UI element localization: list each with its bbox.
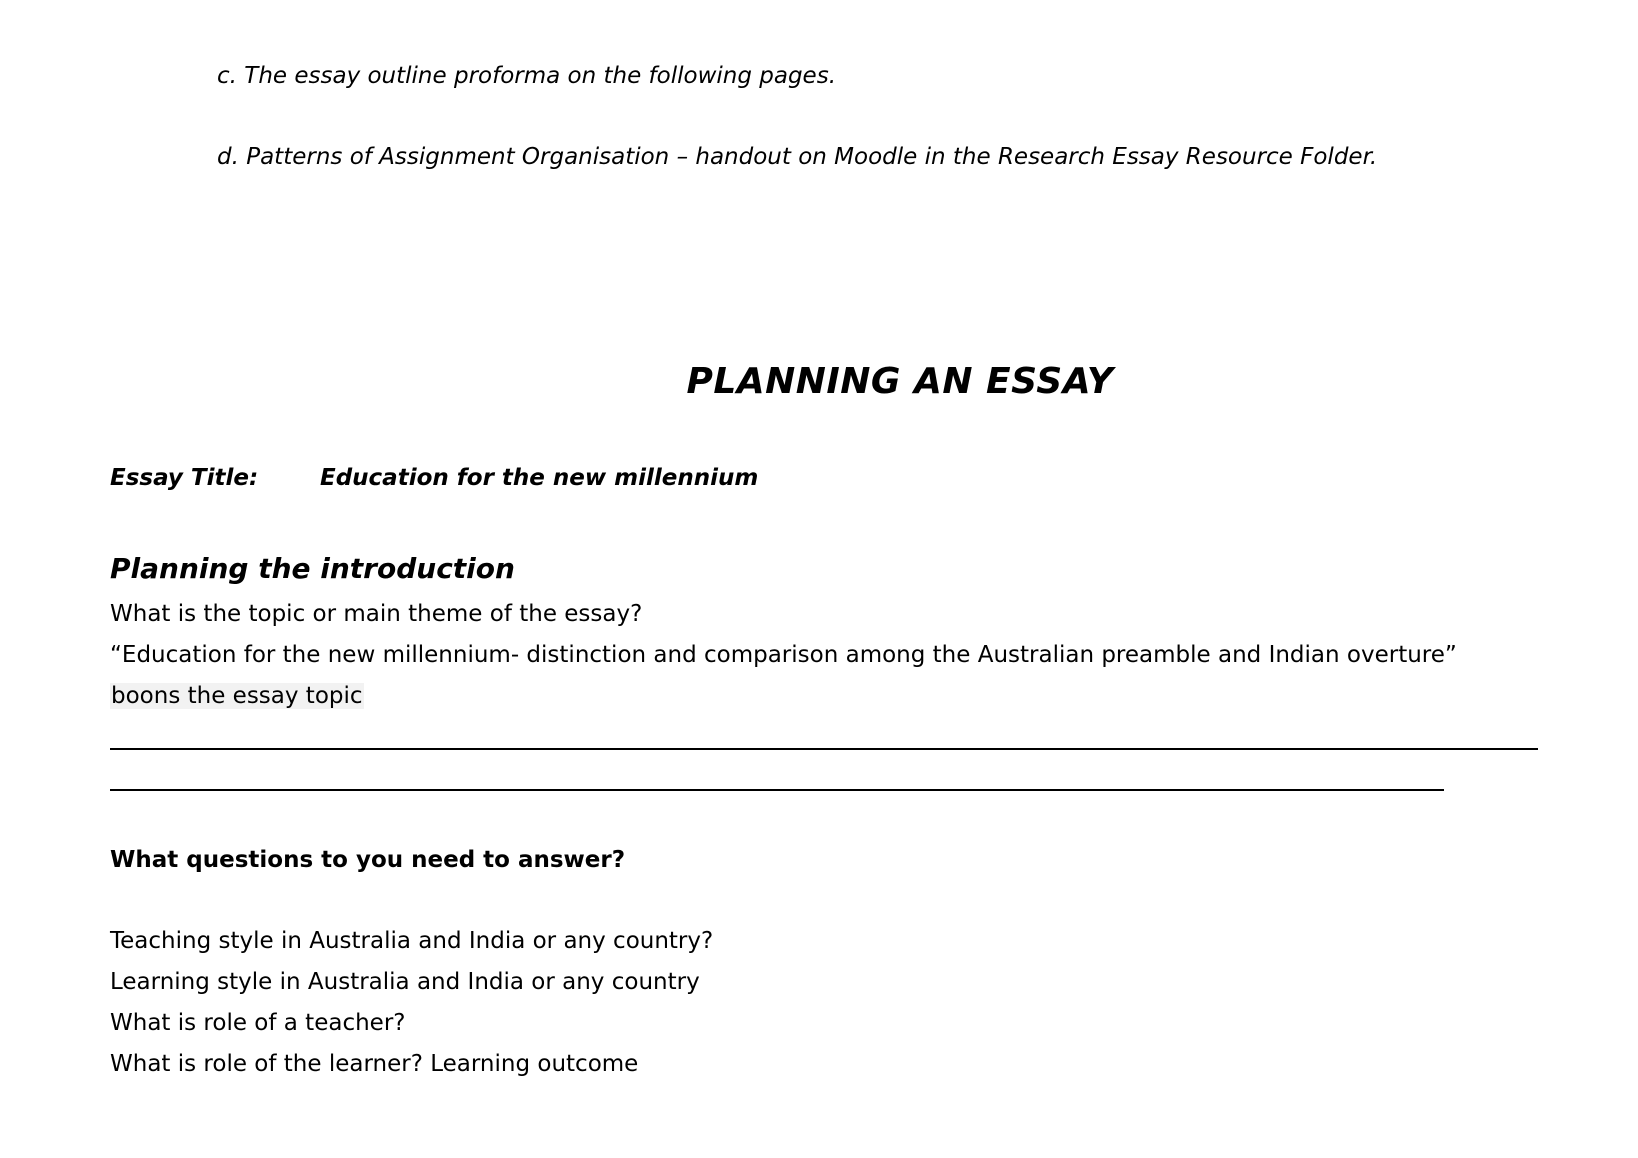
introduction-answer-line-1: “Education for the new millennium- distinction and comparison among the Australian preamble and Indian overture”	[110, 642, 1457, 668]
introduction-heading: Planning the introduction	[110, 552, 515, 585]
answer-line-rule-2	[110, 789, 1444, 791]
question-item: What is role of a teacher?	[110, 1010, 406, 1036]
reference-item-c: c. The essay outline proforma on the following pages.	[217, 63, 837, 89]
highlighted-text: boons the essay topic	[111, 683, 363, 709]
questions-heading: What questions to you need to answer?	[110, 847, 626, 873]
page-title: PLANNING AN ESSAY	[686, 361, 1114, 402]
reference-item-d: d. Patterns of Assignment Organisation – handout on Moodle in the Research Essay Resource Folder.	[217, 144, 1378, 170]
answer-line-rule-1	[110, 748, 1538, 750]
question-item: Teaching style in Australia and India or any country?	[110, 928, 714, 954]
introduction-answer-line-2	[110, 685, 364, 708]
essay-title-label: Essay Title:	[110, 465, 259, 491]
introduction-question: What is the topic or main theme of the essay?	[110, 601, 643, 627]
question-item: Learning style in Australia and India or any country	[110, 969, 700, 995]
question-item: What is role of the learner? Learning outcome	[110, 1051, 639, 1077]
essay-title-value: Education for the new millennium	[320, 465, 759, 491]
